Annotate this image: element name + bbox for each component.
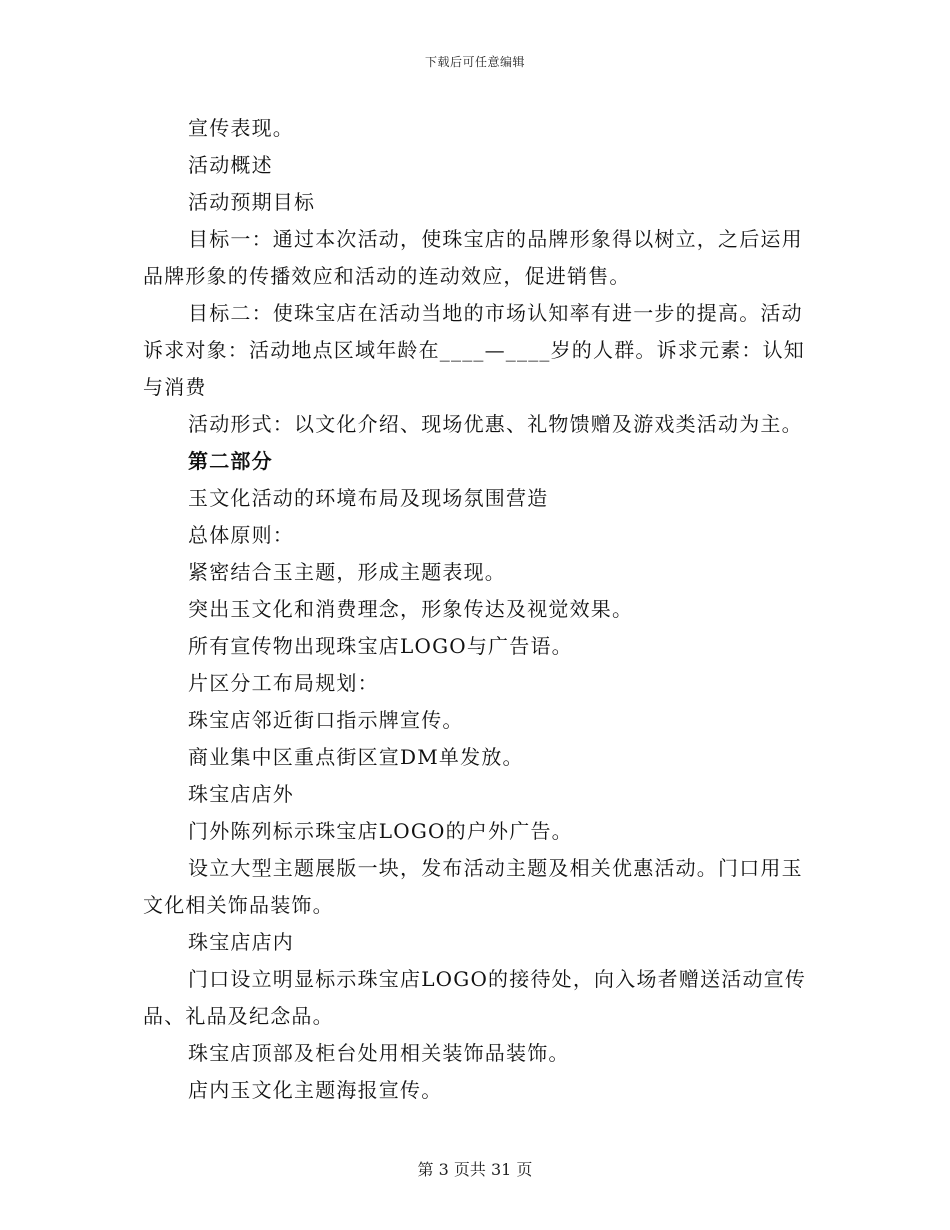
paragraph-environment-layout: 玉文化活动的环境布局及现场氛围营造 <box>188 486 549 510</box>
paragraph-jade-culture: 突出玉文化和消费理念，形象传达及视觉效果。 <box>188 597 634 621</box>
paragraph-general-principles: 总体原则： <box>188 523 294 547</box>
paragraph-publicity: 宣传表现。 <box>188 116 294 140</box>
paragraph-goal-one: 目标一：通过本次活动，使珠宝店的品牌形象得以树立，之后运用品牌形象的传播效应和活动的连动效应，促进销售。 <box>143 227 803 288</box>
paragraph-logo-slogan: 所有宣传物出现珠宝店LOGO与广告语。 <box>188 634 573 658</box>
paragraph-posters: 店内玉文化主题海报宣传。 <box>188 1078 443 1102</box>
paragraph-ceiling-counter: 珠宝店顶部及柜台处用相关装饰品装饰。 <box>188 1041 570 1065</box>
paragraph-zone-planning: 片区分工布局规划： <box>188 671 379 695</box>
paragraph-dm-distribution: 商业集中区重点街区宣DM单发放。 <box>188 745 524 769</box>
paragraph-expected-goals: 活动预期目标 <box>188 190 316 214</box>
paragraph-outdoor-ads: 门外陈列标示珠宝店LOGO的户外广告。 <box>188 819 573 843</box>
paragraph-store-exterior: 珠宝店店外 <box>188 782 294 806</box>
page-header: 下载后可任意编辑 <box>424 55 525 69</box>
paragraph-reception: 门口设立明显标示珠宝店LOGO的接待处，向入场者赠送活动宣传品、礼品及纪念品。 <box>143 967 807 1028</box>
paragraph-theme-board: 设立大型主题展版一块，发布活动主题及相关优惠活动。门口用玉文化相关饰品装饰。 <box>143 856 803 917</box>
paragraph-store-interior: 珠宝店店内 <box>188 930 294 954</box>
document-body <box>143 110 808 1109</box>
page-number: 第 3 页共 31 页 <box>417 1160 533 1179</box>
paragraph-street-signs: 珠宝店邻近街口指示牌宣传。 <box>188 708 464 732</box>
paragraph-activity-overview: 活动概述 <box>188 153 273 177</box>
paragraph-jade-theme: 紧密结合玉主题，形成主题表现。 <box>188 560 506 584</box>
section-heading-part-two: 第二部分 <box>188 449 273 473</box>
paragraph-goal-two: 目标二：使珠宝店在活动当地的市场认知率有进一步的提高。活动诉求对象：活动地点区域年龄在____—____岁的人群。诉求元素：认知与消费 <box>143 301 805 399</box>
paragraph-activity-form: 活动形式：以文化介绍、现场优惠、礼物馈赠及游戏类活动为主。 <box>188 412 803 436</box>
